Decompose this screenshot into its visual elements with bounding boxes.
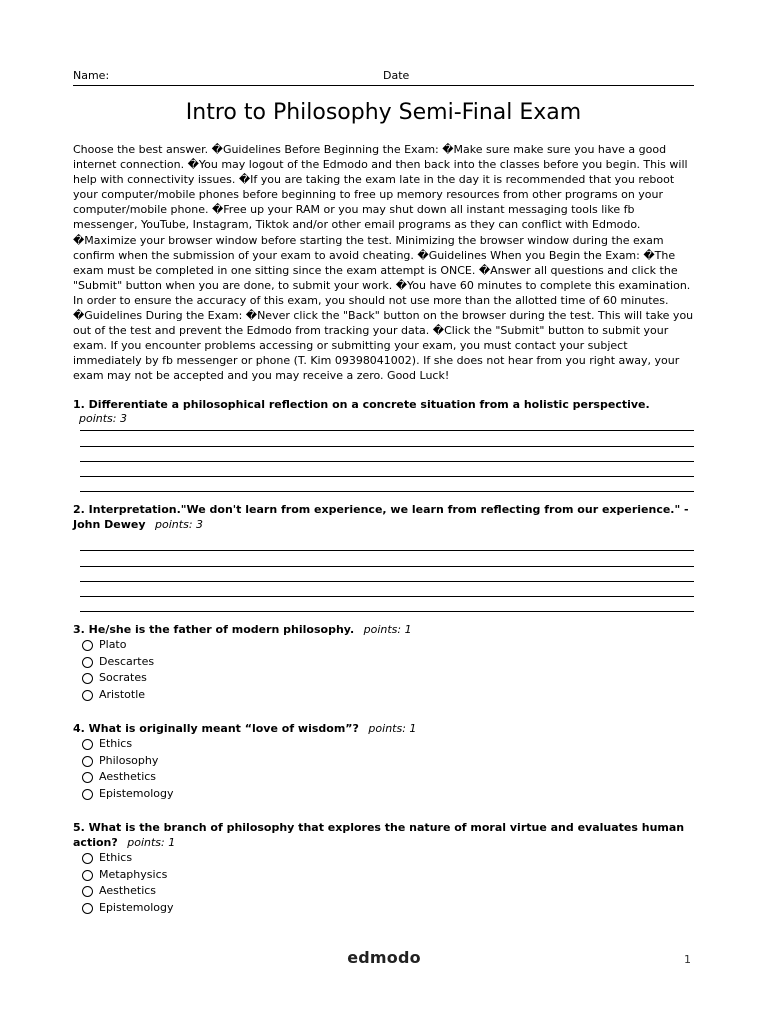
answer-line[interactable]: [80, 462, 694, 477]
option-label: Epistemology: [99, 900, 174, 914]
option-epistemology[interactable]: [73, 786, 694, 803]
answer-line[interactable]: [80, 416, 694, 431]
option-label: Philosophy: [99, 753, 159, 767]
question-5-options: [73, 850, 694, 916]
question-2: [73, 502, 694, 532]
answer-line[interactable]: [80, 597, 694, 612]
radio-icon[interactable]: [82, 886, 93, 897]
radio-icon[interactable]: [82, 756, 93, 767]
exam-instructions: Choose the best answer. �Guidelines Before Beginning the Exam: �Make sure make sure you have a good internet connection. �You may logout of the Edmodo and then back into the classes before you begin. This will help with connectivity issues. �If you are taking the exam late in the day it is recommended that you reboot your computer/mobile phones before beginning to free up memory resources from other programs on your computer/mobile phone. �Free up your RAM or you may shut down all instant messaging tools like fb messenger, YouTube, Instagram, Tiktok and/or other email programs as they can conflict with Edmodo. �Maximize your browser window before starting the test. Minimizing the browser window during the exam confirm when the submission of your exam to avoid cheating. �Guidelines When you Begin the Exam: �The exam must be completed in one sitting since the exam attempt is ONCE. �Answer all questions and click the "Submit" button when you are done, to submit your work. �You have 60 minutes to complete this examination. In order to ensure the accuracy of this exam, you should not use more than the allotted time of 60 minutes. �Guidelines During the Exam: �Never click the "Back" button on the browser during the test. This will take you out of the test and prevent the Edmodo from tracking your data. �Click the "Submit" button to submit your exam. If you encounter problems accessing or submitting your exam, you must contact your subject immediately by fb messenger or phone (T. Kim 09398041002). If she does not hear from you right away, your exam may not be accepted and you may receive a zero. Good Luck!: [73, 143, 694, 383]
edmodo-logo: edmodo: [347, 948, 421, 967]
option-label: Aesthetics: [99, 770, 157, 783]
option-plato[interactable]: [73, 637, 694, 654]
answer-line[interactable]: [80, 431, 694, 446]
option-epistemology[interactable]: [73, 900, 694, 917]
answer-line[interactable]: [80, 536, 694, 551]
question-3-text: 3. He/she is the father of modern philosophy.: [73, 623, 355, 636]
option-ethics[interactable]: [73, 850, 694, 867]
question-5-text: 5. What is the branch of philosophy that explores the nature of moral virtue and evaluates human action?: [73, 821, 685, 849]
question-1-answer-lines[interactable]: [80, 416, 694, 492]
question-4: [73, 721, 694, 802]
option-label: Aesthetics: [99, 884, 157, 897]
option-label: Ethics: [99, 737, 133, 750]
question-3: [73, 622, 694, 703]
option-label: Plato: [99, 638, 127, 651]
option-label: Metaphysics: [99, 867, 168, 881]
radio-icon[interactable]: [82, 789, 93, 800]
radio-icon[interactable]: [82, 640, 93, 651]
radio-icon[interactable]: [82, 657, 93, 668]
answer-line[interactable]: [80, 447, 694, 462]
question-4-text: 4. What is originally meant “love of wisdom”?: [73, 722, 359, 735]
question-5-points: points: 1: [127, 836, 176, 849]
option-label: Aristotle: [99, 687, 146, 701]
radio-icon[interactable]: [82, 739, 93, 750]
option-aesthetics[interactable]: [73, 769, 694, 786]
option-philosophy[interactable]: [73, 753, 694, 770]
page-number: 1: [684, 953, 691, 966]
question-2-points: points: 3: [155, 518, 204, 531]
option-socrates[interactable]: [73, 670, 694, 687]
question-2-text: 2. Interpretation."We don't learn from experience, we learn from reflecting from our experience." - John Dewey: [73, 503, 689, 531]
question-3-points: points: 1: [363, 623, 412, 636]
radio-icon[interactable]: [82, 772, 93, 783]
question-1-points: points: 3: [79, 412, 127, 425]
radio-icon[interactable]: [82, 870, 93, 881]
exam-title: Intro to Philosophy Semi-Final Exam: [185, 100, 582, 125]
option-label: Ethics: [99, 851, 133, 864]
option-ethics[interactable]: [73, 736, 694, 753]
option-descartes[interactable]: [73, 654, 694, 671]
question-1-text: 1. Differentiate a philosophical reflection on a concrete situation from a holistic perspective.: [73, 398, 650, 411]
answer-line[interactable]: [80, 551, 694, 566]
answer-line[interactable]: [80, 567, 694, 582]
name-label: Name:: [73, 69, 110, 82]
question-2-answer-lines[interactable]: [80, 536, 694, 612]
option-aesthetics[interactable]: [73, 883, 694, 900]
question-4-points: points: 1: [368, 722, 417, 735]
answer-line[interactable]: [80, 582, 694, 597]
answer-line[interactable]: [80, 477, 694, 492]
radio-icon[interactable]: [82, 903, 93, 914]
question-3-options: [73, 637, 694, 703]
option-metaphysics[interactable]: [73, 867, 694, 884]
option-label: Socrates: [99, 671, 147, 684]
option-label: Epistemology: [99, 786, 174, 800]
question-5: [73, 820, 694, 916]
name-date-row: [73, 69, 694, 86]
option-aristotle[interactable]: [73, 687, 694, 704]
radio-icon[interactable]: [82, 853, 93, 864]
radio-icon[interactable]: [82, 673, 93, 684]
question-4-options: [73, 736, 694, 802]
date-label: Date: [383, 69, 410, 82]
radio-icon[interactable]: [82, 690, 93, 701]
option-label: Descartes: [99, 654, 155, 668]
